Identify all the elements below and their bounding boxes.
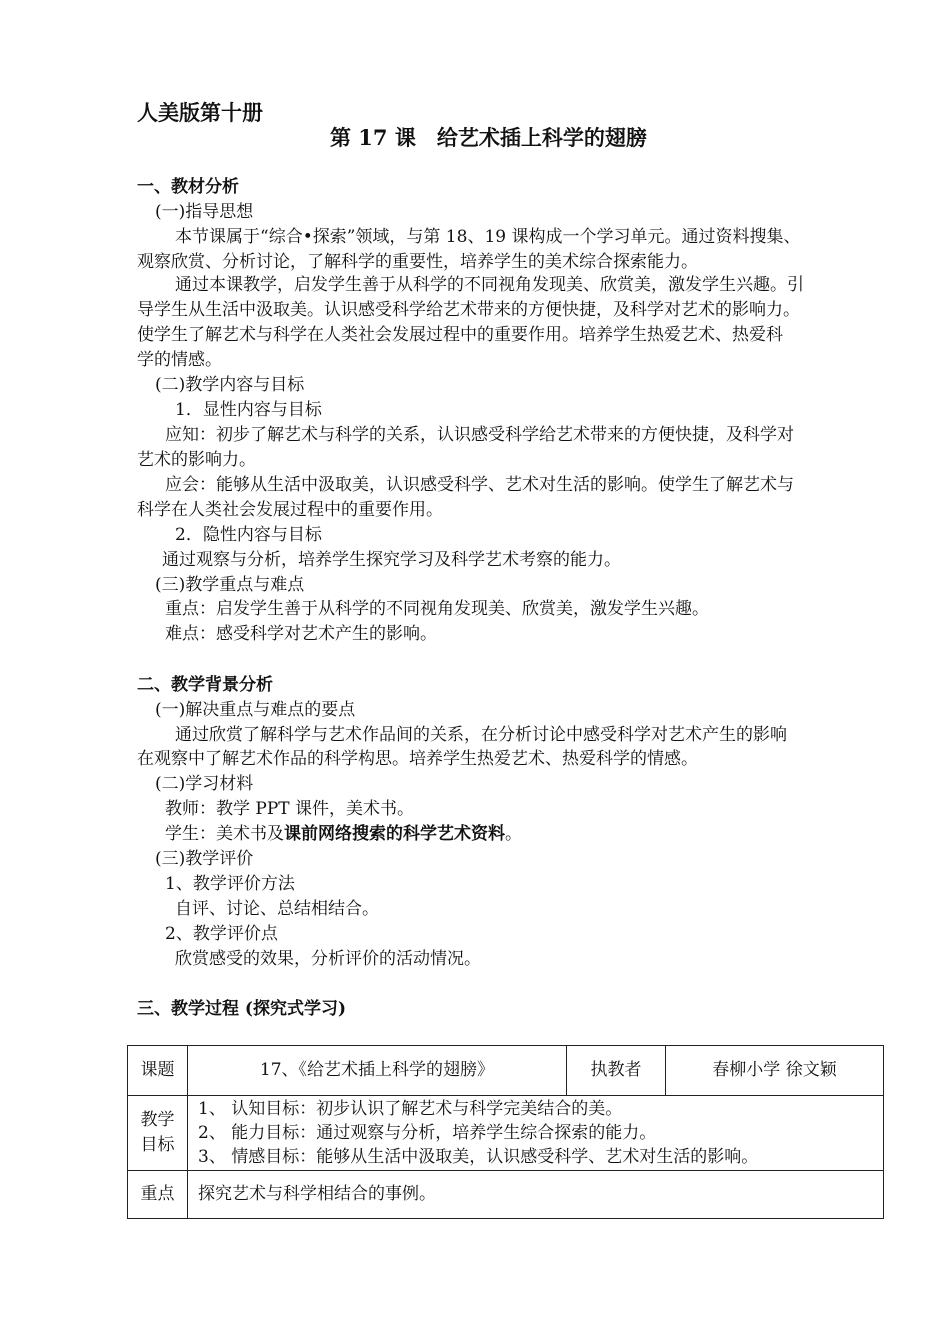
paragraph-line: 观察欣赏、分析讨论，了解科学的重要性，培养学生的美术综合探索能力。 bbox=[137, 252, 698, 272]
key-value: 探究艺术与科学相结合的事例。 bbox=[188, 1171, 884, 1219]
paragraph-line: 导学生从生活中汲取美。认识感受科学给艺术带来的方便快捷，及科学对艺术的影响力。 bbox=[137, 300, 800, 320]
section1-heading: 一、教材分析 bbox=[137, 177, 239, 197]
teacher-value: 春柳小学 徐文颖 bbox=[666, 1046, 884, 1096]
goals-value bbox=[188, 1096, 884, 1171]
table-row bbox=[128, 1096, 884, 1171]
paragraph-line: 难点：感受科学对艺术产生的影响。 bbox=[165, 624, 437, 644]
table-row bbox=[128, 1046, 884, 1096]
item-heading: 2、教学评价点 bbox=[165, 924, 278, 944]
goals-label-line: 目标 bbox=[140, 1135, 175, 1155]
section2-sub3: (三)教学评价 bbox=[155, 849, 254, 869]
item-heading: 1．显性内容与目标 bbox=[175, 400, 322, 420]
paragraph-line: 通过欣赏了解科学与艺术作品间的关系，在分析讨论中感受科学对艺术产生的影响 bbox=[175, 725, 787, 745]
section1-sub2: (二)教学内容与目标 bbox=[155, 375, 305, 395]
publisher-title: 人美版第十册 bbox=[137, 100, 263, 125]
paragraph-line: 教师：教学 PPT 课件，美术书。 bbox=[165, 799, 415, 819]
paragraph-line: 应知：初步了解艺术与科学的关系，认识感受科学给艺术带来的方便快捷，及科学对 bbox=[165, 425, 794, 445]
paragraph-line: 自评、讨论、总结相结合。 bbox=[175, 899, 379, 919]
paragraph-line: 重点：启发学生善于从科学的不同视角发现美、欣赏美，激发学生兴趣。 bbox=[165, 599, 709, 619]
lesson-title: 第 17 课 给艺术插上科学的翅膀 bbox=[330, 125, 647, 150]
goals-label-line: 教学 bbox=[140, 1110, 175, 1130]
paragraph-line: 应会：能够从生活中汲取美，认识感受科学、艺术对生活的影响。使学生了解艺术与 bbox=[165, 475, 794, 495]
goal-item: 3、 情感目标：能够从生活中汲取美，认识感受科学、艺术对生活的影响。 bbox=[198, 1147, 759, 1167]
table-row bbox=[128, 1171, 884, 1219]
paragraph-line: 学的情感。 bbox=[137, 350, 222, 370]
section3-heading: 三、教学过程 (探究式学习) bbox=[137, 999, 347, 1019]
paragraph-line: 欣赏感受的效果，分析评价的活动情况。 bbox=[175, 949, 481, 969]
section2-heading: 二、教学背景分析 bbox=[137, 675, 273, 695]
paragraph-line: 通过观察与分析，培养学生探究学习及科学艺术考察的能力。 bbox=[162, 550, 621, 570]
paragraph-line: 通过本课教学，启发学生善于从科学的不同视角发现美、欣赏美，激发学生兴趣。引 bbox=[175, 275, 804, 295]
section1-sub1: (一)指导思想 bbox=[155, 202, 254, 222]
paragraph-line: 使学生了解艺术与科学在人类社会发展过程中的重要作用。培养学生热爱艺术、热爱科 bbox=[137, 325, 783, 345]
item-heading: 1、教学评价方法 bbox=[165, 874, 295, 894]
goals-label bbox=[128, 1096, 188, 1171]
lesson-table bbox=[127, 1045, 884, 1219]
topic-label: 课题 bbox=[128, 1046, 188, 1096]
section2-sub1: (一)解决重点与难点的要点 bbox=[155, 700, 356, 720]
student-suffix: 。 bbox=[505, 824, 522, 844]
student-materials bbox=[165, 822, 522, 847]
paragraph-line: 科学在人类社会发展过程中的重要作用。 bbox=[137, 500, 443, 520]
paragraph-line: 在观察中了解艺术作品的科学构思。培养学生热爱艺术、热爱科学的情感。 bbox=[137, 749, 698, 769]
item-heading: 2．隐性内容与目标 bbox=[175, 525, 322, 545]
goal-item: 2、 能力目标：通过观察与分析，培养学生综合探索的能力。 bbox=[198, 1123, 657, 1143]
section1-sub3: (三)教学重点与难点 bbox=[155, 575, 305, 595]
paragraph-line: 本节课属于“综合•探索”领域，与第 18、19 课构成一个学习单元。通过资料搜集、 bbox=[175, 227, 801, 247]
key-label: 重点 bbox=[128, 1171, 188, 1219]
topic-value: 17、《给艺术插上科学的翅膀》 bbox=[188, 1046, 567, 1096]
paragraph-line: 艺术的影响力。 bbox=[137, 450, 256, 470]
goal-item: 1、 认知目标：初步认识了解艺术与科学完美结合的美。 bbox=[198, 1099, 623, 1119]
student-bold-text: 课前网络搜索的科学艺术资料 bbox=[284, 824, 505, 844]
section2-sub2: (二)学习材料 bbox=[155, 774, 254, 794]
student-prefix: 学生：美术书及 bbox=[165, 824, 284, 844]
teacher-label: 执教者 bbox=[567, 1046, 666, 1096]
